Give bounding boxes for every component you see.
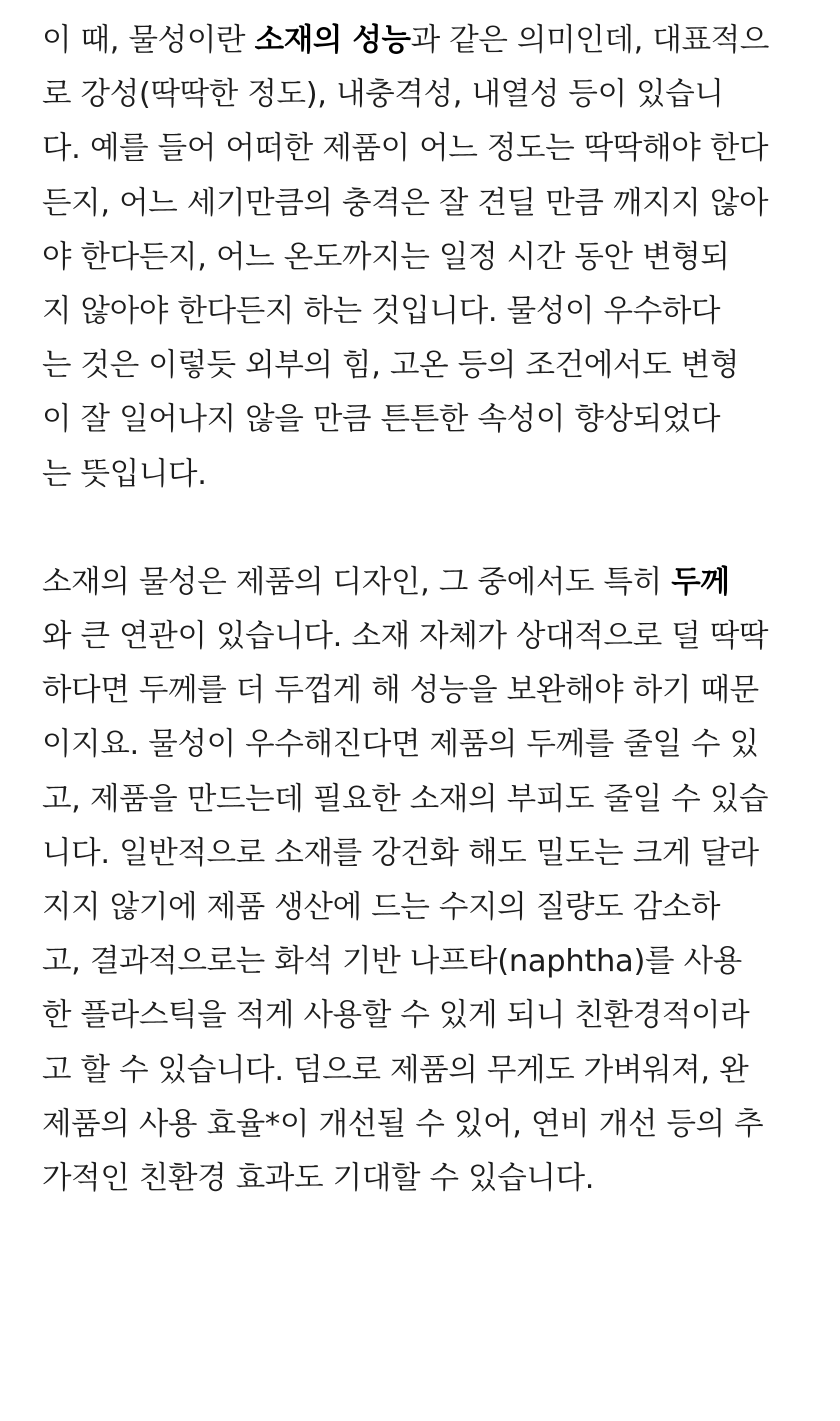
paragraph-material-properties [42,14,832,502]
bold-term-material-performance: 소재의 성능 [254,23,411,58]
text-line: 고, 제품을 만드는데 필요한 소재의 부피도 줄일 수 있습 [42,781,769,817]
text-segment: 소재의 물성은 제품의 디자인, 그 중에서도 특히 [42,564,672,600]
text-line: 이지요. 물성이 우수해진다면 제품의 두께를 줄일 수 있 [42,727,759,763]
text-line: 다. 예를 들어 어떠한 제품이 어느 정도는 딱딱해야 한다 [42,131,769,167]
text-segment: 이 때, 물성이란 [42,23,255,58]
text-line [42,14,832,68]
paragraph-thickness-relation [42,556,832,1206]
text-line: 가적인 친환경 효과도 기대할 수 있습니다. [42,1160,595,1196]
text-line: 든지, 어느 세기만큼의 충격은 잘 견딜 만큼 깨지지 않아 [42,185,769,221]
article-body [42,14,832,1206]
text-line: 이 잘 일어나지 않을 만큼 튼튼한 속성이 향상되었다 [42,402,721,438]
text-line: 지지 않기에 제품 생산에 드는 수지의 질량도 감소하 [42,890,721,925]
text-line: 는 것은 이렇듯 외부의 힘, 고온 등의 조건에서도 변형 [42,348,739,384]
text-line: 로 강성(딱딱한 정도), 내충격성, 내열성 등이 있습니 [42,77,724,113]
text-segment: 과 같은 의미인데, 대표적으 [410,23,770,58]
text-line: 제품의 사용 효율*이 개선될 수 있어, 연비 개선 등의 추 [42,1106,764,1142]
text-line: 와 큰 연관이 있습니다. 소재 자체가 상대적으로 덜 딱딱 [42,619,769,655]
text-line: 한 플라스틱을 적게 사용할 수 있게 되니 친환경적이라 [42,998,750,1034]
text-line: 니다. 일반적으로 소재를 강건화 해도 밀도는 크게 달라 [42,835,759,871]
bold-term-thickness: 두께 [671,564,730,600]
text-line: 는 뜻입니다. [42,456,207,492]
text-line: 하다면 두께를 더 두껍게 해 성능을 보완해야 하기 때문 [42,673,759,709]
text-line [42,556,832,610]
text-line: 고, 결과적으로는 화석 기반 나프타(naphtha)를 사용 [42,944,742,980]
text-line: 지 않아야 한다든지 하는 것입니다. 물성이 우수하다 [42,293,721,329]
paragraph-spacer [42,502,832,556]
text-line: 야 한다든지, 어느 온도까지는 일정 시간 동안 변형되 [42,239,730,275]
text-line: 고 할 수 있습니다. 덤으로 제품의 무게도 가벼워져, 완 [42,1052,749,1088]
